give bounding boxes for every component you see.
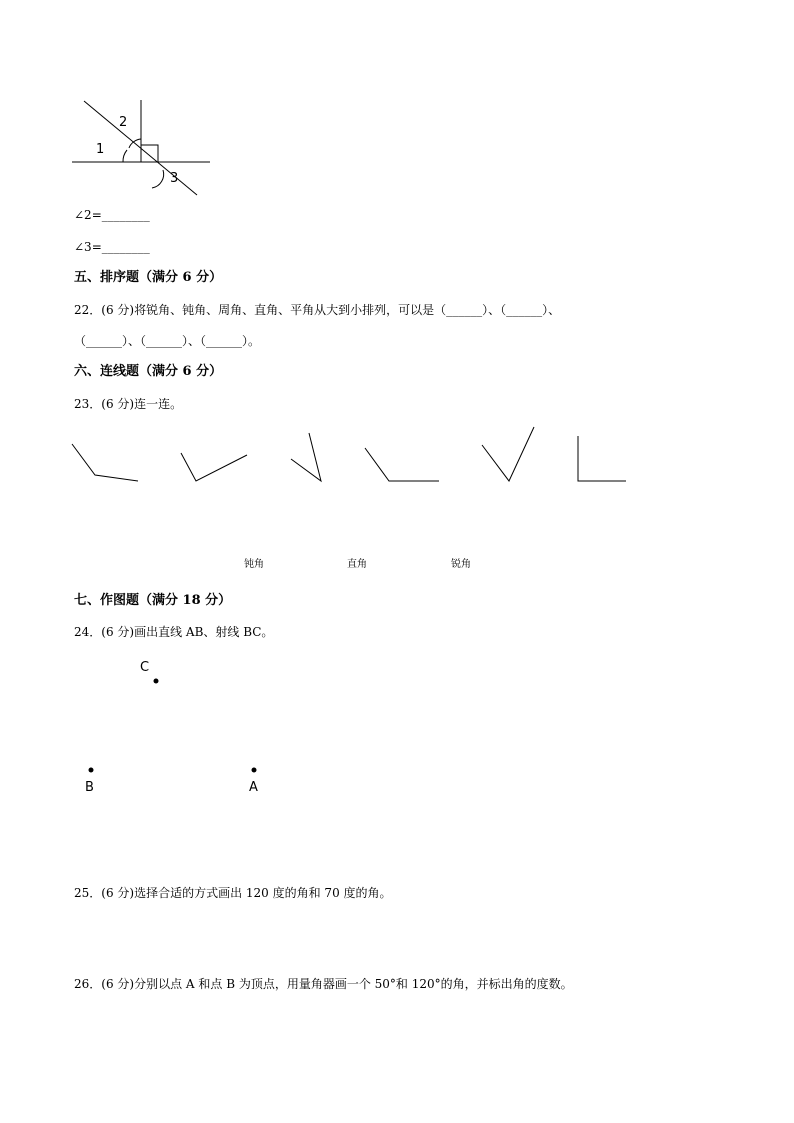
q24-text: 24．(6 分)画出直线 AB、射线 BC。 (74, 625, 274, 639)
right-angle-mark (141, 145, 158, 162)
angle-figure (72, 100, 210, 195)
q25-text: 25．(6 分)选择合适的方式画出 120 度的角和 70 度的角。 (74, 886, 392, 900)
q22-line2: （______）、（______）、（______）。 (74, 334, 261, 348)
point-c-dot (154, 679, 159, 684)
section5-heading: 五、排序题（满分 6 分） (74, 270, 223, 285)
option-acute: 锐角 (451, 559, 471, 570)
point-c-label: C (140, 660, 150, 675)
angle-drawing-6 (578, 436, 626, 481)
angle-label-3: 3 (170, 171, 179, 186)
arc-angle-1 (123, 150, 127, 162)
answer-angle-2: ∠2=________ (74, 208, 150, 222)
q26-text: 26．(6 分)分别以点 A 和点 B 为顶点，用量角器画一个 50°和 120°的角，并标出角的度数。 (74, 977, 573, 991)
angle-drawing-4 (365, 448, 439, 481)
angle-drawing-3 (291, 433, 321, 481)
section6-heading: 六、连线题（满分 6 分） (74, 364, 223, 379)
angle-drawing-1 (72, 444, 138, 481)
point-b-dot (89, 768, 94, 773)
q24-points (89, 679, 257, 773)
angle-label-1: 1 (96, 142, 105, 157)
point-b-label: B (85, 780, 94, 795)
answer-angle-3: ∠3=________ (74, 240, 150, 254)
point-a-dot (252, 768, 257, 773)
angle-drawing-2 (181, 453, 247, 481)
arc-angle-3 (152, 170, 164, 188)
point-a-label: A (249, 780, 258, 795)
angle-label-2: 2 (119, 115, 128, 130)
q22-line1: 22．(6 分)将锐角、钝角、周角、直角、平角从大到小排列，可以是（______）、（______）、 (74, 303, 561, 317)
section7-heading: 七、作图题（满分 18 分） (74, 593, 232, 608)
q23-text: 23．(6 分)连一连。 (74, 397, 183, 411)
q23-angles (72, 427, 626, 481)
option-obtuse: 钝角 (244, 559, 264, 570)
angle-drawing-5 (482, 427, 534, 481)
option-right: 直角 (347, 559, 367, 570)
